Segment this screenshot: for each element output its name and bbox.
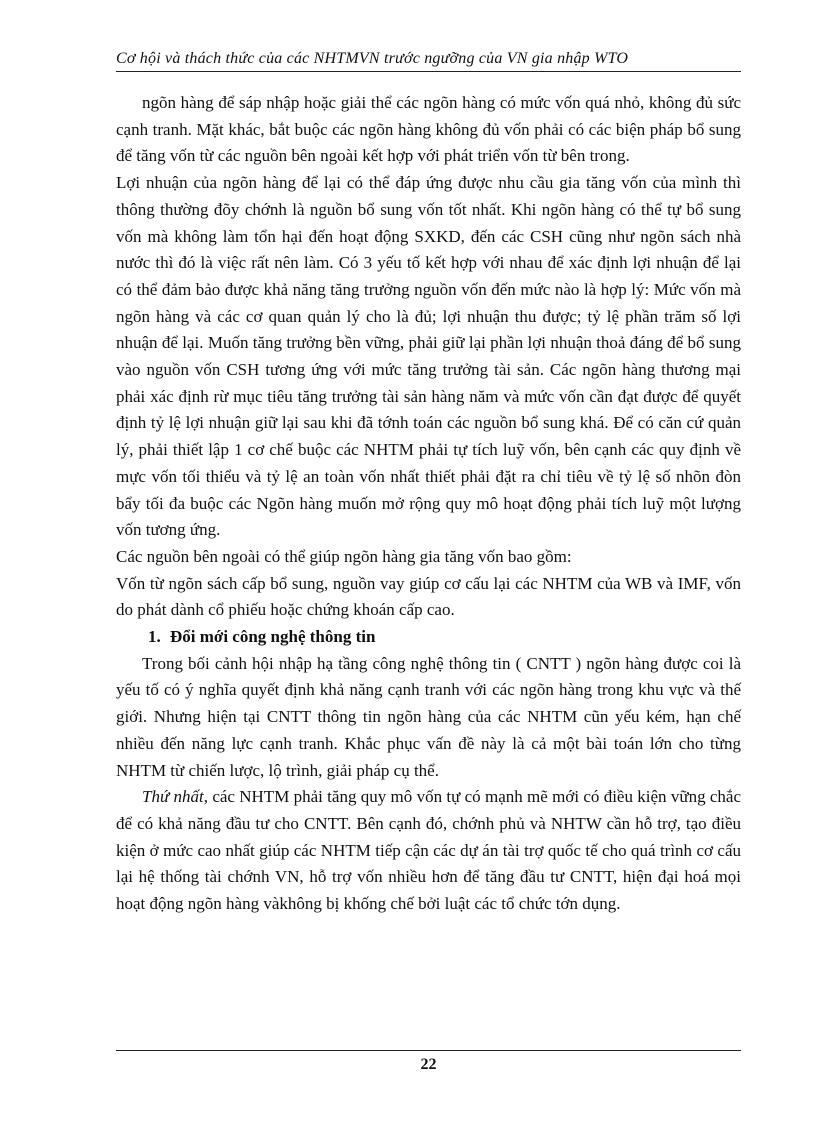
running-header: Cơ hội và thách thức của các NHTMVN trước ngưỡng của VN gia nhập WTO [116, 50, 629, 67]
footer-divider [116, 1050, 741, 1051]
header-divider [116, 71, 741, 72]
section-heading-text: Đổi mới công nghệ thông tin [170, 627, 376, 647]
paragraph-merger-capital: ngõn hàng để sáp nhập hoặc giải thể các ngõn hàng có mức vốn quá nhỏ, không đủ sức cạnh tranh. Mặt khác, bắt buộc các ngõn hàng không đủ vốn phải có các biện pháp bổ sung để tăng vốn từ các nguồn bên ngoài kết hợp với phát triển vốn từ bên trong. [116, 93, 741, 166]
paragraph-it-context: Trong bối cảnh hội nhập hạ tầng công nghệ thông tin ( CNTT ) ngõn hàng được coi là yếu tố có ý nghĩa quyết định khả năng cạnh tranh với các ngõn hàng trong khu vực và thế giới. Nhưng hiện tại CNTT thông tin ngõn hàng của các NHTM cũn yếu kém, hạn chế nhiều đến năng lực cạnh tranh. Khắc phục vấn đề này là cả một bài toán lớn cho từng NHTM từ chiến lược, lộ trình, giải pháp cụ thể. [116, 653, 741, 780]
document-body [116, 90, 741, 918]
section-heading [116, 624, 741, 651]
paragraph-external-sources-intro: Các nguồn bên ngoài có thể giúp ngõn hàng gia tăng vốn bao gồm: [116, 546, 572, 566]
first-point-text: , các NHTM phải tăng quy mô vốn tự có mạnh mẽ mới có điều kiện vững chắc để có khả năng đầu tư cho CNTT. Bên cạnh đó, chớnh phủ và NHTW cần hỗ trợ, tạo điều kiện ở mức cao nhất giúp các NHTM tiếp cận các dự án tài trợ quốc tế cho quá trình cơ cấu lại hệ thống tài chớnh VN, hỗ trợ vốn nhiều hơn để tăng đầu tư CNTT, hiện đại hoá mọi hoạt động ngõn hàng vàkhông bị khống chế bởi luật các tổ chức tớn dụng. [116, 787, 742, 914]
paragraph-first-point [116, 784, 741, 918]
first-point-lead: Thứ nhất [142, 787, 204, 807]
page-number: 22 [420, 1056, 437, 1073]
section-heading-number: 1. [148, 627, 161, 647]
paragraph-external-sources: Vốn từ ngõn sách cấp bổ sung, nguồn vay giúp cơ cấu lại các NHTM của WB và IMF, vốn do phát dành cổ phiếu hoặc chứng khoán cấp cao. [116, 573, 741, 620]
paragraph-retained-profit: Lợi nhuận của ngõn hàng để lại có thể đáp ứng được nhu cầu gia tăng vốn của mình thì thông thường đõy chớnh là nguồn bổ sung vốn tốt nhất. Khi ngõn hàng có thể tự bổ sung vốn mà không làm tổn hại đến hoạt động SXKD, đến các CSH cũng như ngõn sách nhà nước thì đó là việc rất nên làm. Có 3 yếu tố kết hợp với nhau để xác định lợi nhuận để lại có thể đảm bảo được khả năng tăng trưởng nguồn vốn đến mức nào là hợp lý: Mức vốn mà ngõn hàng và các cơ quan quản lý cho là đủ; lợi nhuận thu được; tỷ lệ phần trăm số lợi nhuận để lại. Muốn tăng trưởng bền vững, phải giữ lại phần lợi nhuận thoả đáng để bổ sung vào nguồn vốn CSH tương ứng với mức tăng trưởng tài sản. Các ngõn hàng thương mại phải xác định rừ mục tiêu tăng trưởng tài sản hàng năm và mức vốn cần đạt được để quyết định tỷ lệ lợi nhuận giữ lại sau khi đã tớnh toán các nguồn bổ sung khá. Để có căn cứ quản lý, phải thiết lập 1 cơ chế buộc các NHTM phải tự tích luỹ vốn, bên cạnh các quy định về mực vốn tối thiểu và tỷ lệ an toàn vốn nhất thiết phải đặt ra chỉ tiêu về tỷ lệ số nhõn đòn bẩy tối đa buộc các Ngõn hàng muốn mở rộng quy mô hoạt động phải tích luỹ một lượng vốn tương ứng. [116, 173, 741, 540]
